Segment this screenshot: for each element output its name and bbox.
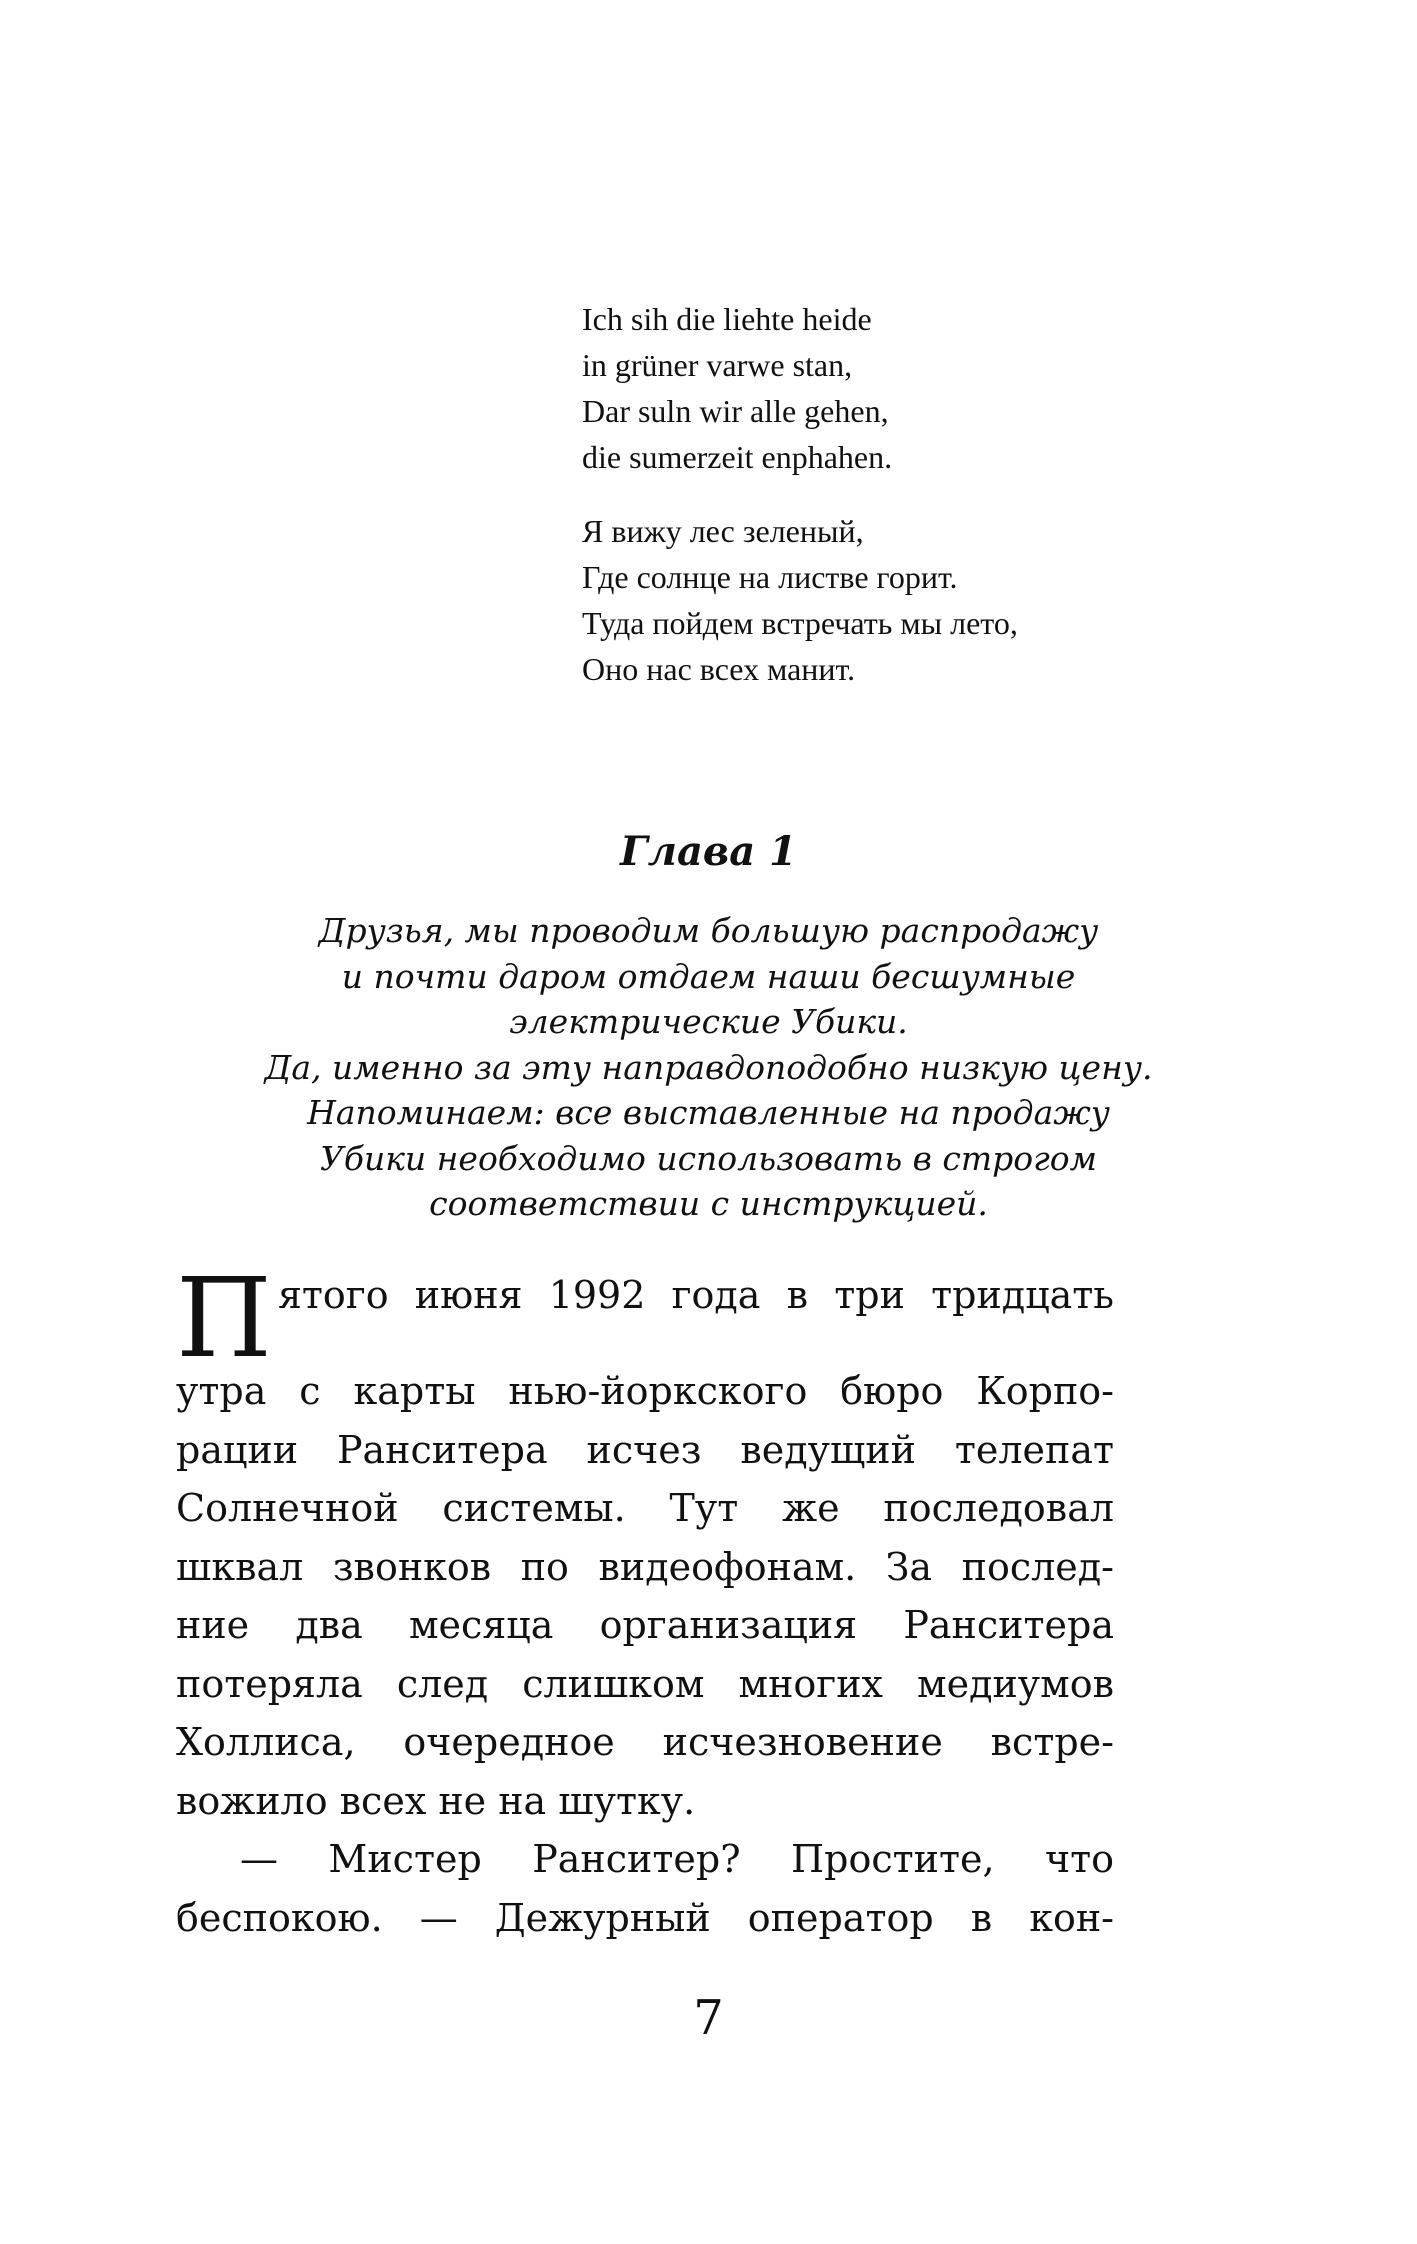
german-stanza xyxy=(582,296,1282,480)
epigraph-line: Убики необходимо использовать в строгом xyxy=(319,1138,1098,1178)
poem-line: Где солнце на листве горит. xyxy=(582,559,958,595)
body-line: потеряла след слишком многих медиумов xyxy=(176,1661,1114,1706)
body-line: беспокою. — Дежурный оператор в кон- xyxy=(176,1895,1114,1940)
poem-line: Ich sih die liehte heide xyxy=(582,301,872,337)
paragraph-2 xyxy=(176,1830,1114,1947)
page-number: 7 xyxy=(693,1990,724,2046)
epigraph-line: Да, именно за эту направдоподобно низкую цену. xyxy=(264,1047,1153,1087)
poem-line: Туда пойдем встречать мы лето, xyxy=(582,605,1018,641)
poem-line: Оно нас всех манит. xyxy=(582,651,856,687)
poem-line: Я вижу лес зеленый, xyxy=(582,513,864,549)
body-line: Холлиса, очередное исчезновение встре- xyxy=(176,1720,1114,1764)
paragraph-1 xyxy=(176,1266,1114,1830)
epigraph-line: и почти даром отдаем наши бесшумные xyxy=(341,956,1076,996)
epigraph-line: электрические Убики. xyxy=(509,1002,908,1041)
chapter-body-text xyxy=(176,1266,1114,1947)
body-line: вожило всех не на шутку. xyxy=(176,1778,696,1823)
epigraph-line: соответствии с инструкцией. xyxy=(429,1184,988,1223)
drop-cap: П xyxy=(176,1266,272,1362)
drop-cap-block xyxy=(176,1266,1114,1362)
poem-line: Dar suln wir alle gehen, xyxy=(582,393,889,429)
body-line: рации Ранситера исчез ведущий телепат xyxy=(176,1427,1114,1472)
poem-epigraph xyxy=(582,296,1282,720)
body-line: — Мистер Ранситер? Простите, что xyxy=(240,1837,1114,1881)
body-line: Солнечной системы. Тут же последовал xyxy=(176,1486,1114,1530)
body-line: шквал звонков по видеофонам. За послед- xyxy=(176,1544,1114,1589)
epigraph-line: Друзья, мы проводим большую распродажу xyxy=(318,911,1099,950)
chapter-title: Глава 1 xyxy=(620,828,797,875)
epigraph-line: Напоминаем: все выставленные на продажу xyxy=(307,1093,1110,1132)
body-line: утра с карты нью-йоркского бюро Корпо- xyxy=(176,1369,1114,1413)
russian-stanza xyxy=(582,508,1282,692)
chapter-epigraph xyxy=(150,908,1267,1227)
body-line: ятого июня 1992 года в три тридцать xyxy=(277,1273,1114,1317)
poem-line: die sumerzeit enphahen. xyxy=(582,439,893,475)
poem-line: in grüner varwe stan, xyxy=(582,347,853,383)
body-line: ние два месяца организация Ранситера xyxy=(176,1603,1114,1647)
